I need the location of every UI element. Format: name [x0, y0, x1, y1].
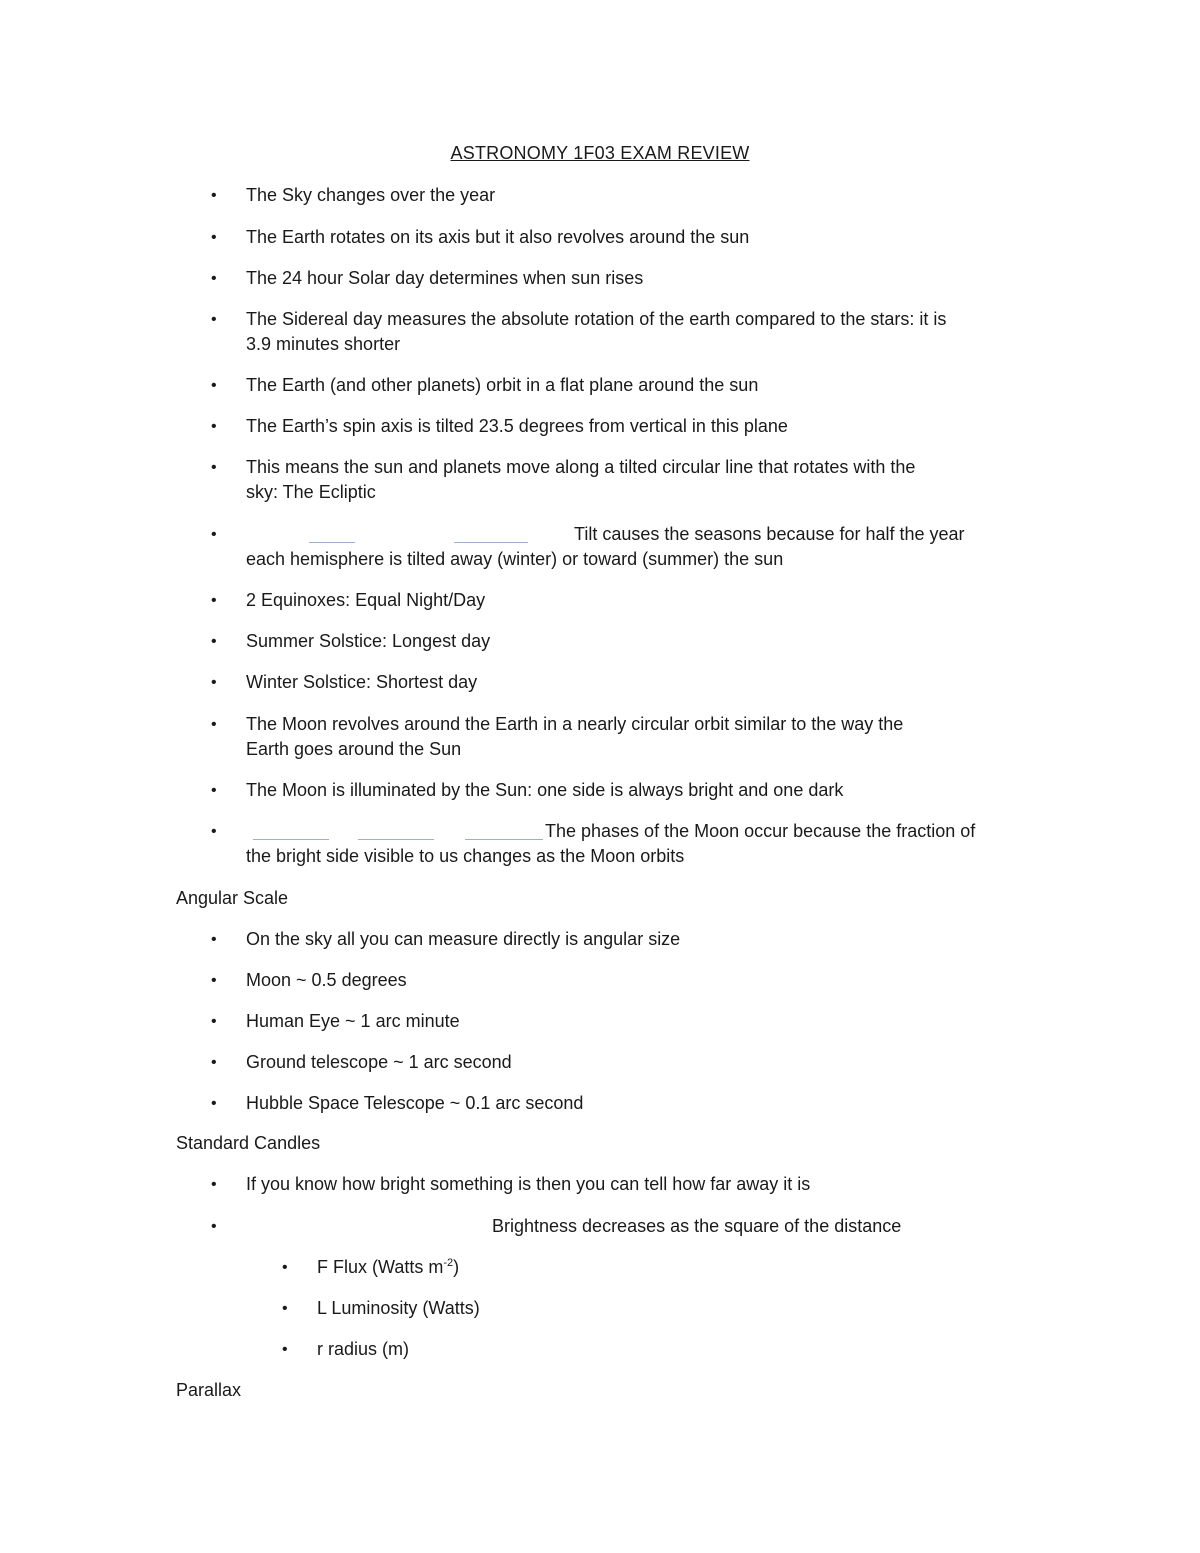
- bullet-icon: •: [211, 674, 217, 691]
- bullet-icon: •: [211, 716, 217, 733]
- bullet-icon: •: [211, 1054, 217, 1071]
- image-placeholder-line: [465, 839, 543, 840]
- bullet-icon: •: [211, 526, 217, 543]
- list-item: • Tilt causes the seasons because for half the year each hemisphere is tilted away (winter) or toward (summer) the sun: [211, 524, 965, 569]
- image-placeholder-line: [309, 542, 355, 543]
- list-item: • The phases of the Moon occur because the fraction of the bright side visible to us changes as the Moon orbits: [211, 821, 976, 866]
- bullet-icon: •: [211, 633, 217, 650]
- bullet-icon: •: [282, 1259, 288, 1276]
- bullet-icon: •: [211, 311, 217, 328]
- image-placeholder-line: [253, 839, 329, 840]
- bullet-icon: •: [211, 1176, 217, 1193]
- bullet-icon: •: [211, 972, 217, 989]
- image-placeholder-line: [454, 542, 528, 543]
- bullet-icon: •: [211, 1013, 217, 1030]
- bullet-icon: •: [282, 1341, 288, 1358]
- bullet-icon: •: [282, 1300, 288, 1317]
- image-placeholder-line: [358, 839, 434, 840]
- bullet-icon: •: [211, 592, 217, 609]
- section-heading-angular-scale: Angular Scale: [176, 888, 289, 908]
- section-heading-parallax: Parallax: [176, 1380, 242, 1400]
- bullet-icon: •: [211, 823, 217, 840]
- bullet-icon: •: [211, 229, 217, 246]
- bullet-icon: •: [211, 377, 217, 394]
- bullet-icon: •: [211, 270, 217, 287]
- bullet-icon: •: [211, 459, 217, 476]
- bullet-icon: •: [211, 418, 217, 435]
- document-page: ASTRONOMY 1F03 EXAM REVIEW • The Sky changes over the year • The Earth rotates on its axis but it also revolves around the sun • The 24 hour Solar day determines when sun rises • The Sidereal day measures the absolute rotation of the earth compared to the stars: it is 3.9 minutes shorter • The Earth (and other planets) orbit in a flat plane around the sun • The Earth’s spin axis is tilted 23.5 degrees from vertical in this plane • This means the sun and planets move along a tilted circular line that rotates with the sky: The Ecliptic • Tilt causes the seasons because for half the year each hemisphere is tilted away (winter) or toward (summer) the sun • 2 Equinoxes: Equal Night/Day • Summer Solstice: Longest day • Winter Solstice: Shortest day • The Moon revolves around the Earth in a nearly circular orbit similar to the way the Earth goes around the Sun • The Moon is illuminated by the Sun: one side is always bright and one dark • The phases of the Moon occur because the fraction of the bright side visible to us changes as the Moon orbits Angular Scale • On the sky all you can measure directly is angular size • Moon ~ 0.5 degrees • Human Eye ~ 1 arc minute • Ground telescope ~ 1 arc second • Hubble Space Telescope ~ 0.1 arc second Standard Candles • If you know how bright something is then you can tell how far away it is • Brightness decreases as the square of the distance • F Flux (Watts $m^{-2}$) • L Luminosity (Watts) • r radius (m) Parallax: [0, 0, 1200, 1553]
- bullet-icon: •: [211, 1218, 217, 1235]
- bullet-icon: •: [211, 187, 217, 204]
- section-heading-standard-candles: Standard Candles: [176, 1133, 321, 1153]
- bullet-icon: •: [211, 782, 217, 799]
- bullet-icon: •: [211, 931, 217, 948]
- document-title: ASTRONOMY 1F03 EXAM REVIEW: [450, 143, 750, 163]
- bullet-icon: •: [211, 1095, 217, 1112]
